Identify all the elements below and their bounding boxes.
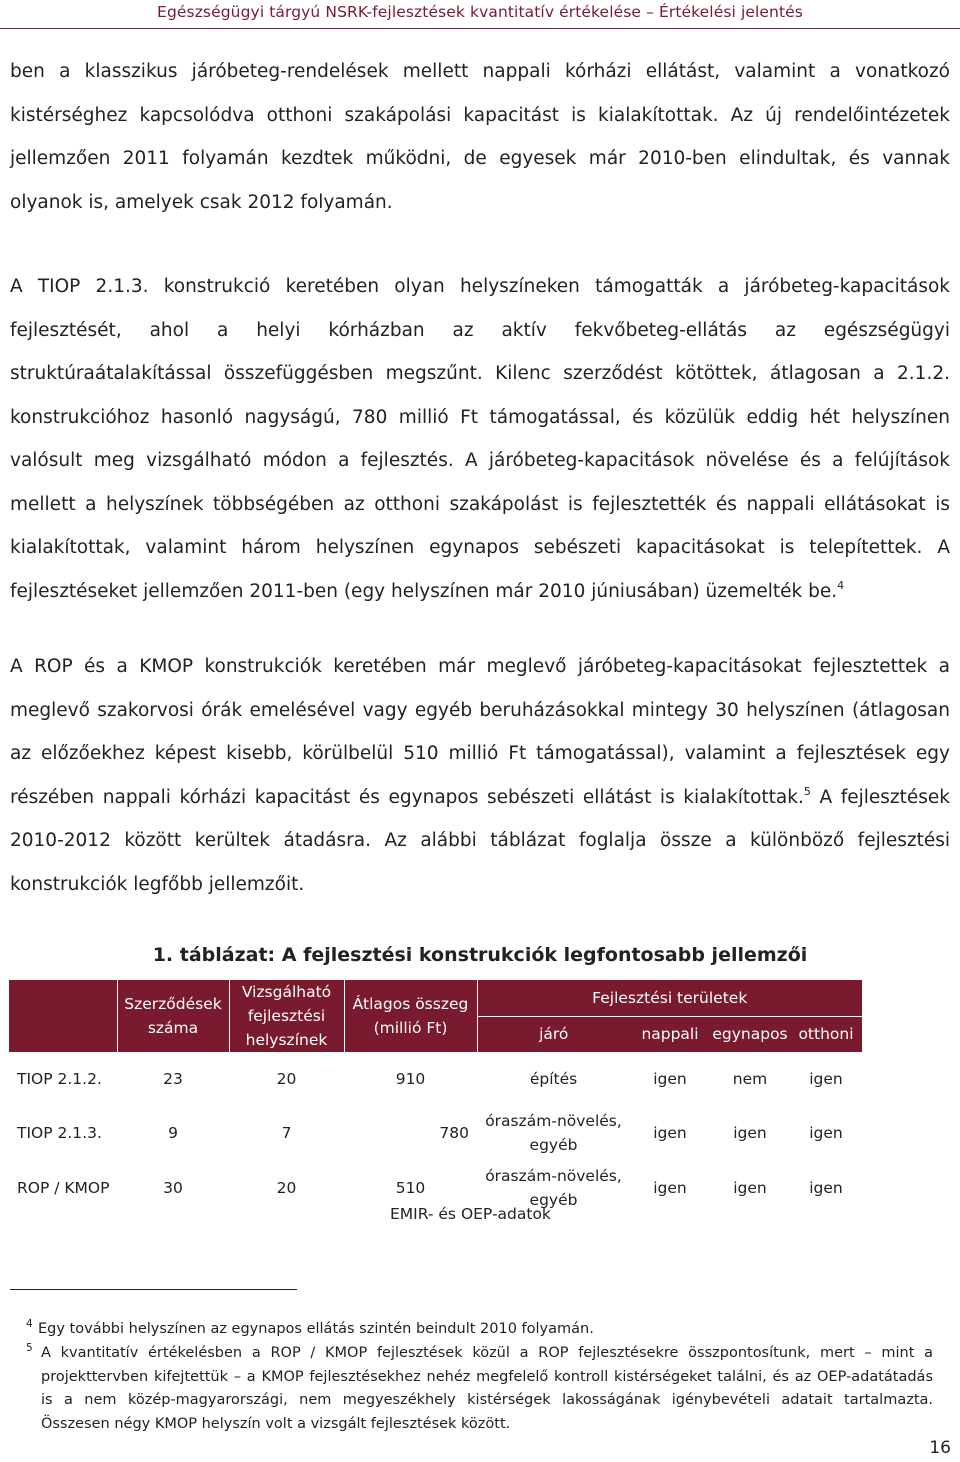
cell-otthoni: igen	[809, 1179, 843, 1197]
cell-average: 510	[395, 1179, 426, 1197]
footnote-number: 4	[26, 1318, 33, 1330]
footnote-text: A kvantitatív értékelésben a ROP / KMOP fejlesztések közül a ROP fejlesztésekre összpontosítunk, mert – mint a projekttervben kifejtettük – a KMOP fejlesztésekhez nehéz megfelelő kontroll kistérségeket találni, és az OEP-adatátadás is a nem közép-magyarországi, nem megyeszékhely kistérségek lakosságának igénybevételi adatait tartalmazta. Összesen négy KMOP helyszín volt a vizsgált fejlesztések között.	[41, 1345, 933, 1432]
cell-egynapos: igen	[733, 1179, 767, 1197]
header-corner	[9, 980, 117, 1052]
header-average-amount: Átlagos összeg (millió Ft)	[344, 980, 477, 1052]
cell-average: 910	[395, 1070, 426, 1088]
cell-otthoni: igen	[809, 1070, 843, 1088]
table-row	[9, 1106, 862, 1160]
header-jaro: járó	[477, 1016, 630, 1052]
header-contracts: Szerződések száma	[117, 980, 229, 1052]
row-label: ROP / KMOP	[17, 1179, 110, 1197]
paragraph-2	[10, 265, 950, 613]
header-sites: Vizsgálható fejlesztési helyszínek	[229, 980, 344, 1052]
header-nappali: nappali	[630, 1016, 710, 1052]
footnote-4	[27, 1318, 933, 1342]
footnote-text: Egy további helyszínen az egynapos ellátás szintén beindult 2010 folyamán.	[38, 1321, 594, 1337]
header-rule	[0, 28, 960, 29]
cell-contracts: 9	[168, 1124, 178, 1142]
construction-table	[9, 980, 862, 1216]
cell-contracts: 23	[163, 1070, 183, 1088]
cell-otthoni: igen	[809, 1124, 843, 1142]
paragraph-3	[10, 645, 950, 906]
cell-contracts: 30	[163, 1179, 183, 1197]
running-header	[0, 0, 960, 26]
row-label: TIOP 2.1.2.	[17, 1070, 102, 1088]
paragraph-1: ben a klasszikus járóbeteg-rendelések mellett nappali kórházi ellátást, valamint a vonatkozó kistérséghez kapcsolódva otthoni szakápolási kapacitást is kialakítottak. Az új rendelőintézetek jellemzően 2011 folyamán kezdtek működni, de egyesek már 2010-ben elindultak, és vannak olyanok is, amelyek csak 2012 folyamán.	[10, 61, 950, 213]
row-label: TIOP 2.1.3.	[17, 1124, 102, 1142]
table-caption: 1. táblázat: A fejlesztési konstrukciók legfontosabb jellemzői	[152, 944, 808, 966]
cell-average: 780	[439, 1124, 469, 1142]
paragraph-3-text-a: A ROP és a KMOP konstrukciók keretében már meglevő járóbeteg-kapacitásokat fejlesztettek a meglevő szakorvosi órák emelésével vagy egyéb beruházásokkal mintegy 30 helyszínen (átlagosan az előzőekhez képest kisebb, körülbelül 510 millió Ft támogatással), valamint a fejlesztések egy részében nappali kórházi kapacitást és egynapos sebészeti ellátást is kialakítottak.	[10, 656, 950, 808]
footnote-number: 5	[26, 1342, 33, 1354]
cell-jaro: óraszám-növelés, egyéb	[485, 1112, 622, 1154]
cell-egynapos: nem	[732, 1070, 768, 1088]
cell-jaro: óraszám-növelés, egyéb	[485, 1167, 622, 1209]
table-source: EMIR- és OEP-adatok	[390, 1205, 551, 1223]
header-egynapos: egynapos	[710, 1016, 790, 1052]
table-row	[9, 1052, 862, 1106]
cell-sites: 20	[276, 1070, 297, 1088]
cell-nappali: igen	[653, 1179, 687, 1197]
cell-nappali: igen	[653, 1124, 687, 1142]
header-otthoni: otthoni	[790, 1016, 862, 1052]
header-title: Egészségügyi tárgyú NSRK-fejlesztések kvantitatív értékelése – Értékelési jelentés	[157, 3, 803, 21]
paragraph-3-text-b: A fejlesztések 2010-2012 között kerültek átadásra. Az alábbi táblázat foglalja össze a különböző fejlesztési konstrukciók legfőbb jellemzőit.	[10, 786, 950, 895]
footnote-5	[27, 1342, 933, 1436]
cell-egynapos: igen	[733, 1124, 767, 1142]
footnote-ref-5[interactable]: 5	[803, 784, 811, 798]
footnote-separator	[10, 1289, 297, 1290]
cell-sites: 20	[276, 1179, 297, 1197]
cell-sites: 7	[281, 1124, 292, 1142]
page-number: 16	[929, 1438, 951, 1458]
header-development-areas: Fejlesztési területek	[477, 980, 862, 1016]
cell-nappali: igen	[653, 1070, 687, 1088]
cell-jaro: építés	[529, 1070, 578, 1088]
footnote-ref-4[interactable]: 4	[837, 578, 845, 592]
paragraph-2-text: A TIOP 2.1.3. konstrukció keretében olyan helyszíneken támogatták a járóbeteg-kapacitások fejlesztését, ahol a helyi kórházban az aktív fekvőbeteg-ellátás az egészségügyi struktúraátalakítással összefüggésben megszűnt. Kilenc szerződést kötöttek, átlagosan a 2.1.2. konstrukcióhoz hasonló nagyságú, 780 millió Ft támogatással, és közülük eddig hét helyszínen valósult meg vizsgálható módon a fejlesztés. A járóbeteg-kapacitások növelése és a felújítások mellett a helyszínek többségében az otthoni szakápolást is fejlesztették és nappali ellátásokat is kialakítottak, valamint három helyszínen egynapos sebészeti kapacitásokat is telepítettek. A fejlesztéseket jellemzően 2011-ben (egy helyszínen már 2010 júniusában) üzemelték be.	[10, 276, 950, 602]
